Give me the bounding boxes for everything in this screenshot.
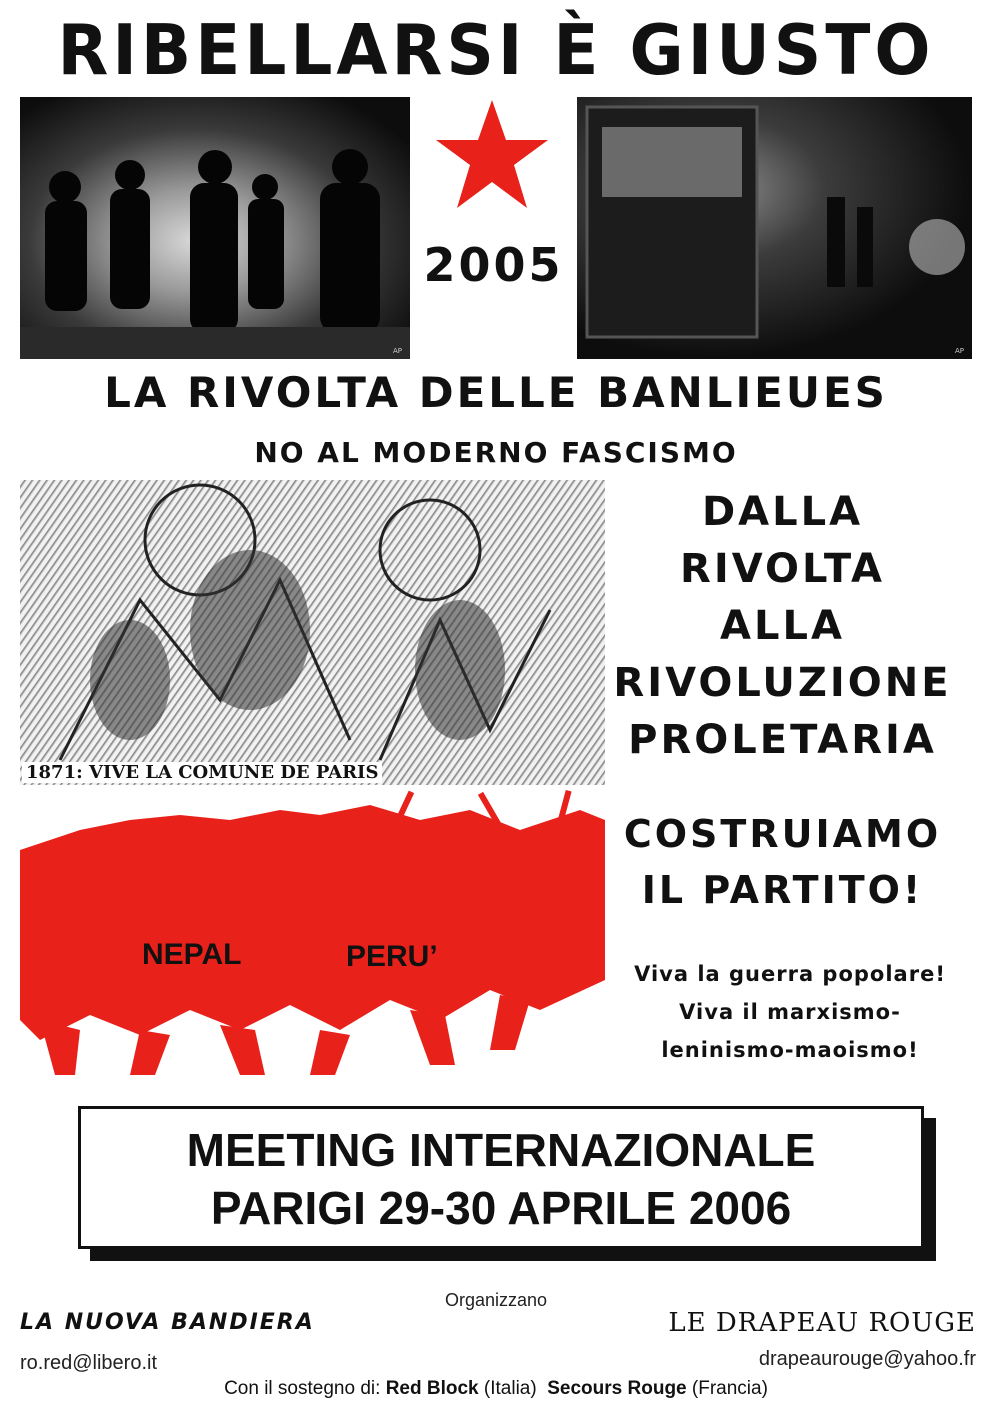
slogan-line: DALLA	[701, 489, 864, 535]
subtitle-secondary: NO AL MODERNO FASCISMO	[254, 436, 738, 469]
engraving-caption: 1871: VIVE LA COMUNE DE PARIS	[22, 762, 382, 783]
year-label: 2005	[423, 238, 564, 292]
support-country-francia: (Francia)	[691, 1378, 768, 1399]
partito-line: COSTRUIAMO	[623, 812, 942, 856]
photo-credit: AP	[392, 347, 402, 355]
support-line	[0, 1378, 992, 1400]
viva-line: Viva la guerra popolare!	[634, 962, 946, 986]
email-left[interactable]: ro.red@libero.it	[20, 1352, 158, 1374]
meeting-box	[78, 1106, 924, 1249]
nepal-label: NEPAL	[142, 938, 242, 971]
support-org-secours-rouge: Secours Rouge	[547, 1378, 687, 1399]
slogan-line: ALLA	[720, 603, 845, 649]
partito-line: IL PARTITO!	[641, 868, 924, 912]
photo-credit: AP	[954, 347, 964, 355]
riot-photo-left	[20, 97, 410, 359]
meeting-date: PARIGI 29-30 APRILE 2006	[210, 1182, 792, 1234]
organizers-label: Organizzano	[444, 1290, 548, 1310]
burning-bus-photo	[577, 97, 972, 359]
poster-title: RIBELLARSI È GIUSTO	[57, 10, 935, 91]
revolution-slogan	[605, 484, 960, 769]
peru-label: PERU’	[346, 940, 438, 973]
slogan-line: PROLETARIA	[628, 717, 937, 763]
viva-slogans	[605, 955, 975, 1069]
riot-silhouettes	[20, 97, 410, 359]
subtitle: LA RIVOLTA DELLE BANLIEUES	[104, 368, 888, 417]
slogan-line: RIVOLUZIONE	[613, 660, 952, 706]
red-silhouette-art	[20, 790, 605, 1075]
paris-commune-engraving	[20, 480, 605, 785]
org-la-nuova-bandiera: LA NUOVA BANDIERA	[20, 1310, 315, 1335]
support-country-italia: (Italia)	[483, 1378, 537, 1399]
red-fighters-silhouette	[20, 790, 605, 1075]
viva-line: leninismo-maoismo!	[661, 1038, 919, 1062]
party-slogan	[605, 806, 960, 918]
email-right[interactable]: drapeaurouge@yahoo.fr	[758, 1348, 976, 1370]
red-star-icon	[432, 98, 552, 213]
support-prefix: Con il sostegno di:	[224, 1378, 381, 1399]
support-org-red-block: Red Block	[385, 1378, 479, 1399]
org-le-drapeau-rouge: LE DRAPEAU ROUGE	[668, 1308, 976, 1338]
bus-silhouette	[577, 97, 972, 359]
engraving-figures	[20, 480, 605, 785]
slogan-line: RIVOLTA	[680, 546, 885, 592]
meeting-title: MEETING INTERNAZIONALE	[186, 1124, 816, 1176]
viva-line: Viva il marxismo-	[679, 1000, 901, 1024]
